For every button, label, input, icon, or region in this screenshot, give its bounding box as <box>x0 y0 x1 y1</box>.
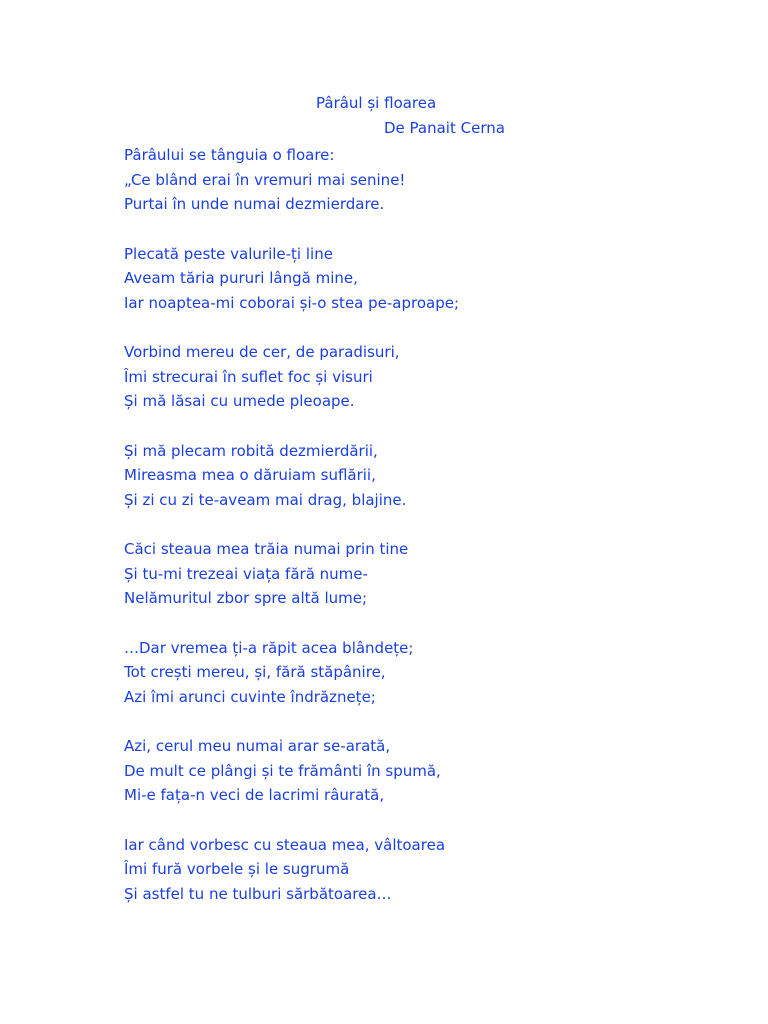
poem-body <box>124 143 724 931</box>
poem-line: Căci steaua mea trăia numai prin tine <box>124 540 409 559</box>
poem-line: Și mă plecam robită dezmierdării, <box>124 441 378 460</box>
poem-line: Mireasma mea o dăruiam suflării, <box>124 466 376 485</box>
stanza <box>124 636 724 710</box>
poem-line: „Ce blând erai în vremuri mai senine! <box>124 170 406 189</box>
stanza <box>124 143 724 217</box>
poem-line: Aveam tăria pururi lângă mine, <box>124 269 358 288</box>
poem-line: Și tu-mi trezeai viața fără nume- <box>124 564 368 583</box>
poem-line: …Dar vremea ți-a răpit acea blândețe; <box>124 638 414 657</box>
poem-line: Și mă lăsai cu umede pleoape. <box>124 392 355 411</box>
poem-line: Tot crești mereu, și, fără stăpânire, <box>124 663 386 682</box>
poem-line: Pârâului se tânguia o floare: <box>124 146 335 164</box>
poem-line: Îmi fură vorbele și le sugrumă <box>124 860 350 879</box>
poem-line: Mi-e fața-n veci de lacrimi râurată, <box>124 786 385 805</box>
stanza <box>124 734 724 808</box>
poem-line: Plecată peste valurile-ți line <box>124 244 333 263</box>
poem-line: Iar când vorbesc cu steaua mea, vâltoarea <box>124 835 446 854</box>
stanza <box>124 340 724 414</box>
poem-line: Și zi cu zi te-aveam mai drag, blajine. <box>124 490 407 509</box>
poem-line: Îmi strecurai în suflet foc și visuri <box>124 367 373 386</box>
poem-line: Vorbind mereu de cer, de paradisuri, <box>124 343 400 362</box>
poem-line: Purtai în unde numai dezmierdare. <box>124 195 385 214</box>
stanza <box>124 439 724 513</box>
poem-author: De Panait Cerna <box>384 119 505 137</box>
poem-title: Pârâul și floarea <box>316 94 437 112</box>
stanza <box>124 537 724 611</box>
poem-line: De mult ce plângi și te frământi în spumă, <box>124 761 441 780</box>
stanza <box>124 242 724 316</box>
poem-line: Nelămuritul zbor spre altă lume; <box>124 589 368 608</box>
poem-line: Azi îmi arunci cuvinte îndrăznețe; <box>124 687 376 706</box>
stanza <box>124 833 724 907</box>
poem-line: Și astfel tu ne tulburi sărbătoarea… <box>124 884 392 903</box>
poem-line: Azi, cerul meu numai arar se-arată, <box>124 737 391 756</box>
poem-line: Iar noaptea-mi coborai și-o stea pe-aproape; <box>124 293 460 312</box>
